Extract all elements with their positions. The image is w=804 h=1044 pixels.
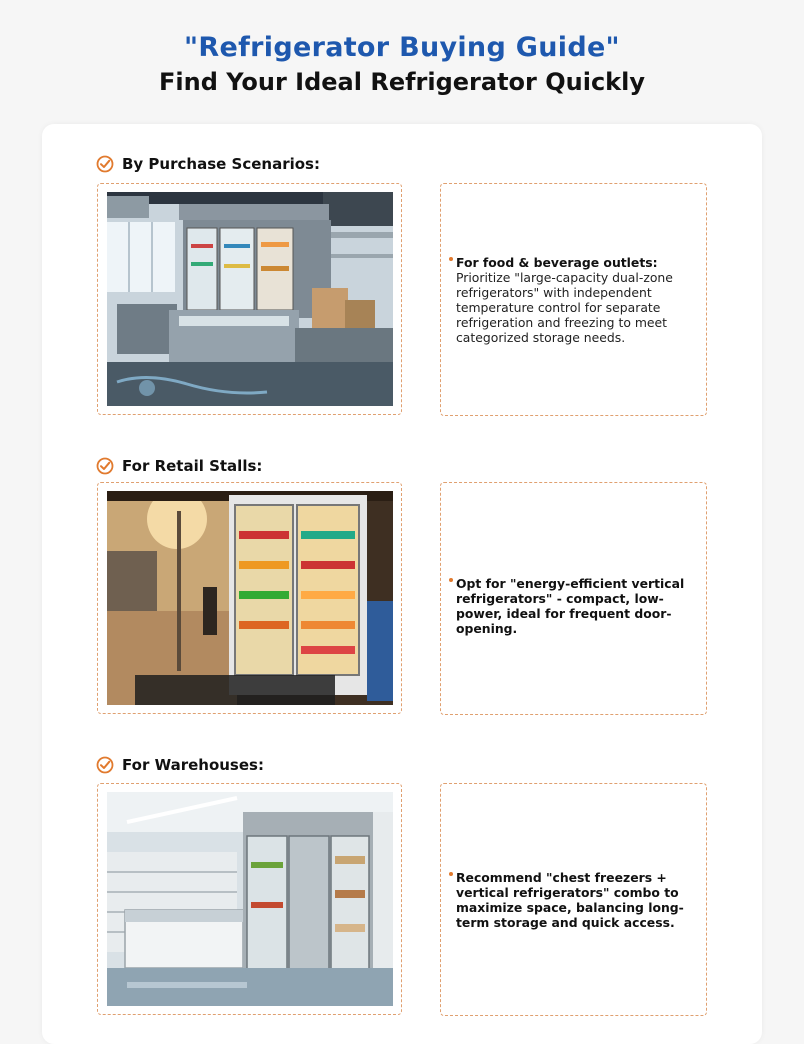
section-heading-retail-stalls [96, 455, 262, 477]
check-circle-icon [96, 457, 114, 475]
section-heading-label: For Retail Stalls: [122, 457, 263, 475]
check-circle-icon [96, 756, 114, 774]
warehouse-photo [107, 792, 393, 1006]
bullet-body: Recommend "chest freezers + vertical refrigerators" combo to maximize space, balancing long-term storage and quick access. [456, 870, 684, 930]
bullet-item [449, 255, 696, 345]
bullet-body: Opt for "energy-efficient vertical refrigerators" - compact, low-power, ideal for frequent door-opening. [456, 576, 685, 636]
text-frame-purchase-scenarios [440, 183, 707, 416]
section-heading-purchase-scenarios [96, 153, 320, 175]
bullet-item [449, 576, 696, 636]
page-subtitle: Find Your Ideal Refrigerator Quickly [158, 68, 646, 96]
section-heading-label: For Warehouses: [122, 756, 264, 774]
section-heading-warehouses [96, 754, 264, 776]
image-frame-retail-stall [97, 482, 402, 714]
image-frame-commercial-kitchen [97, 183, 402, 415]
bullet-body: Prioritize "large-capacity dual-zone refrigerators" with independent temperature control for separate refrigeration and freezing to meet categorized storage needs. [456, 270, 673, 345]
image-frame-warehouse [97, 783, 402, 1015]
bullet-lead: For food & beverage outlets: [456, 255, 658, 270]
bullet-dot-icon [449, 872, 453, 876]
check-circle-icon [96, 155, 114, 173]
section-heading-label: By Purchase Scenarios: [122, 155, 320, 173]
commercial-kitchen-photo [107, 192, 393, 406]
bullet-dot-icon [449, 578, 453, 582]
bullet-dot-icon [449, 257, 453, 261]
bullet-item [449, 870, 696, 930]
text-frame-warehouses [440, 783, 707, 1016]
page-title: "Refrigerator Buying Guide" [184, 32, 620, 63]
retail-stall-photo [107, 491, 393, 705]
text-frame-retail-stalls [440, 482, 707, 715]
